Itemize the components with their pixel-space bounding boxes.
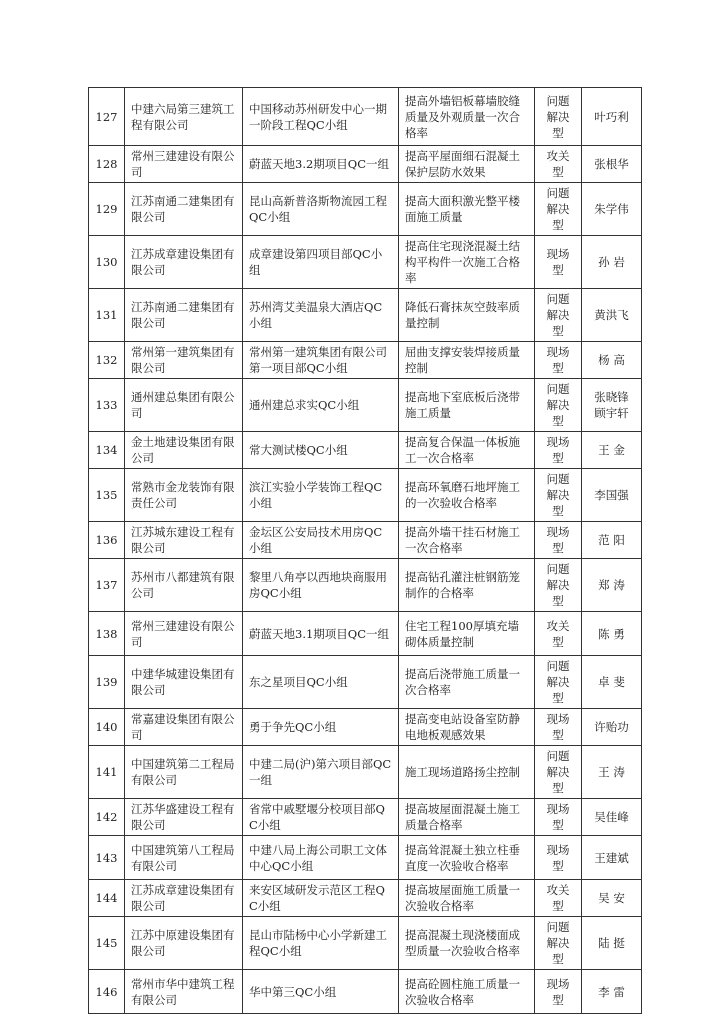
leader-name: 吴佳峰: [582, 799, 642, 836]
company-name: 江苏中原建设集团有限公司: [125, 917, 243, 970]
table-row: [89, 469, 642, 522]
qc-group-name: 东之星项目QC小组: [243, 656, 399, 709]
table-row: [89, 559, 642, 612]
leader-name: 吴 安: [582, 880, 642, 917]
company-name: 中建华城建设集团有限公司: [125, 656, 243, 709]
project-type: 现场型: [535, 522, 582, 559]
table-body: [89, 88, 642, 1014]
project-type: 问题解决型: [535, 656, 582, 709]
company-name: 江苏城东建设工程有限公司: [125, 522, 243, 559]
row-number: 133: [89, 379, 125, 432]
company-name: 常熟市金龙装饰有限责任公司: [125, 469, 243, 522]
table-row: [89, 342, 642, 379]
topic: 提高复合保温一体板施工一次合格率: [399, 432, 535, 469]
qc-group-name: 中国移动苏州研发中心一期一阶段工程QC小组: [243, 88, 399, 146]
topic: 提高变电站设备室防静电地板观感效果: [399, 709, 535, 746]
table-row: [89, 289, 642, 342]
table-row: [89, 236, 642, 289]
company-name: 江苏成章建设集团有限公司: [125, 236, 243, 289]
leader-name: 王建斌: [582, 836, 642, 880]
leader-name: 黄洪飞: [582, 289, 642, 342]
company-name: 江苏成章建设集团有限公司: [125, 880, 243, 917]
company-name: 常州市华中建筑工程有限公司: [125, 970, 243, 1014]
leader-name: 李 雷: [582, 970, 642, 1014]
qc-group-name: 华中第三QC小组: [243, 970, 399, 1014]
leader-name: 郑 涛: [582, 559, 642, 612]
project-type: 问题解决型: [535, 183, 582, 236]
topic: 降低石膏抹灰空鼓率质量控制: [399, 289, 535, 342]
row-number: 144: [89, 880, 125, 917]
qc-group-name: 中建八局上海公司职工文体中心QC小组: [243, 836, 399, 880]
project-type: 问题解决型: [535, 469, 582, 522]
qc-group-name: 蔚蓝天地3.1期项目QC一组: [243, 612, 399, 656]
qc-group-name: 黎里八角亭以西地块商服用房QC小组: [243, 559, 399, 612]
topic: 提高大面积激光整平楼面施工质量: [399, 183, 535, 236]
row-number: 135: [89, 469, 125, 522]
company-name: 中国建筑第二工程局有限公司: [125, 746, 243, 799]
qc-group-name: 苏州湾艾美温泉大酒店QC小组: [243, 289, 399, 342]
qc-group-name: 昆山市陆杨中心小学新建工程QC小组: [243, 917, 399, 970]
company-name: 江苏南通二建集团有限公司: [125, 183, 243, 236]
qc-group-name: 常州第一建筑集团有限公司第一项目部QC小组: [243, 342, 399, 379]
topic: 提高外墙干挂石材施工一次合格率: [399, 522, 535, 559]
project-type: 攻关型: [535, 880, 582, 917]
row-number: 128: [89, 146, 125, 183]
company-name: 江苏南通二建集团有限公司: [125, 289, 243, 342]
project-type: 现场型: [535, 236, 582, 289]
company-name: 常州三建建设有限公司: [125, 612, 243, 656]
leader-name: 王 金: [582, 432, 642, 469]
leader-name: 李国强: [582, 469, 642, 522]
qc-group-name: 蔚蓝天地3.2期项目QC一组: [243, 146, 399, 183]
row-number: 139: [89, 656, 125, 709]
topic: 施工现场道路扬尘控制: [399, 746, 535, 799]
row-number: 143: [89, 836, 125, 880]
topic: 提高耸混凝土独立柱垂直度一次验收合格率: [399, 836, 535, 880]
qc-group-name: 成章建设第四项目部QC小组: [243, 236, 399, 289]
leader-name: 叶巧利: [582, 88, 642, 146]
qc-group-name: 金坛区公安局技术用房QC小组: [243, 522, 399, 559]
leader-name: 孙 岩: [582, 236, 642, 289]
row-number: 146: [89, 970, 125, 1014]
company-name: 中国建筑第八工程局有限公司: [125, 836, 243, 880]
table-row: [89, 522, 642, 559]
table-row: [89, 379, 642, 432]
awards-table: [88, 87, 642, 1014]
company-name: 常州三建建设有限公司: [125, 146, 243, 183]
project-type: 现场型: [535, 836, 582, 880]
leader-name: 卓 斐: [582, 656, 642, 709]
company-name: 常州第一建筑集团有限公司: [125, 342, 243, 379]
row-number: 142: [89, 799, 125, 836]
project-type: 问题解决型: [535, 88, 582, 146]
company-name: 常嘉建设集团有限公司: [125, 709, 243, 746]
leader-name: 范 阳: [582, 522, 642, 559]
table-row: [89, 432, 642, 469]
row-number: 130: [89, 236, 125, 289]
company-name: 江苏华盛建设工程有限公司: [125, 799, 243, 836]
row-number: 136: [89, 522, 125, 559]
project-type: 现场型: [535, 432, 582, 469]
project-type: 问题解决型: [535, 746, 582, 799]
topic: 提高砼圆柱施工质量一次验收合格率: [399, 970, 535, 1014]
leader-name: 王 涛: [582, 746, 642, 799]
table-row: [89, 612, 642, 656]
table-row: [89, 656, 642, 709]
leader-name: 陈 勇: [582, 612, 642, 656]
project-type: 现场型: [535, 970, 582, 1014]
company-name: 通州建总集团有限公司: [125, 379, 243, 432]
leader-name: 朱学伟: [582, 183, 642, 236]
leader-name: 张晓锋 顾宇轩: [582, 379, 642, 432]
row-number: 138: [89, 612, 125, 656]
topic: 提高坡屋面施工质量一次验收合格率: [399, 880, 535, 917]
topic: 提高平屋面细石混凝土保护层防水效果: [399, 146, 535, 183]
project-type: 问题解决型: [535, 917, 582, 970]
topic: 提高地下室底板后浇带施工质量: [399, 379, 535, 432]
qc-group-name: 通州建总求实QC小组: [243, 379, 399, 432]
company-name: 苏州市八都建筑有限公司: [125, 559, 243, 612]
row-number: 131: [89, 289, 125, 342]
row-number: 140: [89, 709, 125, 746]
project-type: 问题解决型: [535, 289, 582, 342]
table-row: [89, 183, 642, 236]
qc-group-name: 滨江实验小学装饰工程QC小组: [243, 469, 399, 522]
row-number: 127: [89, 88, 125, 146]
leader-name: 杨 高: [582, 342, 642, 379]
project-type: 问题解决型: [535, 559, 582, 612]
row-number: 141: [89, 746, 125, 799]
table-row: [89, 970, 642, 1014]
project-type: 现场型: [535, 709, 582, 746]
topic: 提高钻孔灌注桩钢筋笼制作的合格率: [399, 559, 535, 612]
row-number: 134: [89, 432, 125, 469]
topic: 住宅工程100厚填充墙砌体质量控制: [399, 612, 535, 656]
topic: 提高混凝土现浇楼面成型质量一次验收合格率: [399, 917, 535, 970]
leader-name: 陆 挺: [582, 917, 642, 970]
qc-group-name: 中建二局(沪)第六项目部QC一组: [243, 746, 399, 799]
topic: 提高环氧磨石地坪施工的一次验收合格率: [399, 469, 535, 522]
row-number: 129: [89, 183, 125, 236]
qc-group-name: 来安区域研发示范区工程QC小组: [243, 880, 399, 917]
project-type: 攻关型: [535, 146, 582, 183]
project-type: 现场型: [535, 799, 582, 836]
table-row: [89, 709, 642, 746]
topic: 提高住宅现浇混凝土结构平构件一次施工合格率: [399, 236, 535, 289]
row-number: 132: [89, 342, 125, 379]
topic: 提高坡屋面混凝土施工质量合格率: [399, 799, 535, 836]
project-type: 问题解决型: [535, 379, 582, 432]
table-row: [89, 746, 642, 799]
table-row: [89, 88, 642, 146]
qc-group-name: 勇于争先QC小组: [243, 709, 399, 746]
table-row: [89, 799, 642, 836]
leader-name: 许贻功: [582, 709, 642, 746]
company-name: 金土地建设集团有限公司: [125, 432, 243, 469]
row-number: 137: [89, 559, 125, 612]
topic: 提高后浇带施工质量一次合格率: [399, 656, 535, 709]
table-row: [89, 146, 642, 183]
topic: 屈曲支撑安装焊接质量控制: [399, 342, 535, 379]
row-number: 145: [89, 917, 125, 970]
table-row: [89, 917, 642, 970]
leader-name: 张根华: [582, 146, 642, 183]
company-name: 中建六局第三建筑工程有限公司: [125, 88, 243, 146]
project-type: 现场型: [535, 342, 582, 379]
qc-group-name: 省常中戚墅堰分校项目部QC小组: [243, 799, 399, 836]
project-type: 攻关型: [535, 612, 582, 656]
qc-group-name: 常大测试楼QC小组: [243, 432, 399, 469]
table-row: [89, 836, 642, 880]
qc-group-name: 昆山高新普洛斯物流园工程QC小组: [243, 183, 399, 236]
table-row: [89, 880, 642, 917]
topic: 提高外墙铝板幕墙胶缝质量及外观质量一次合格率: [399, 88, 535, 146]
